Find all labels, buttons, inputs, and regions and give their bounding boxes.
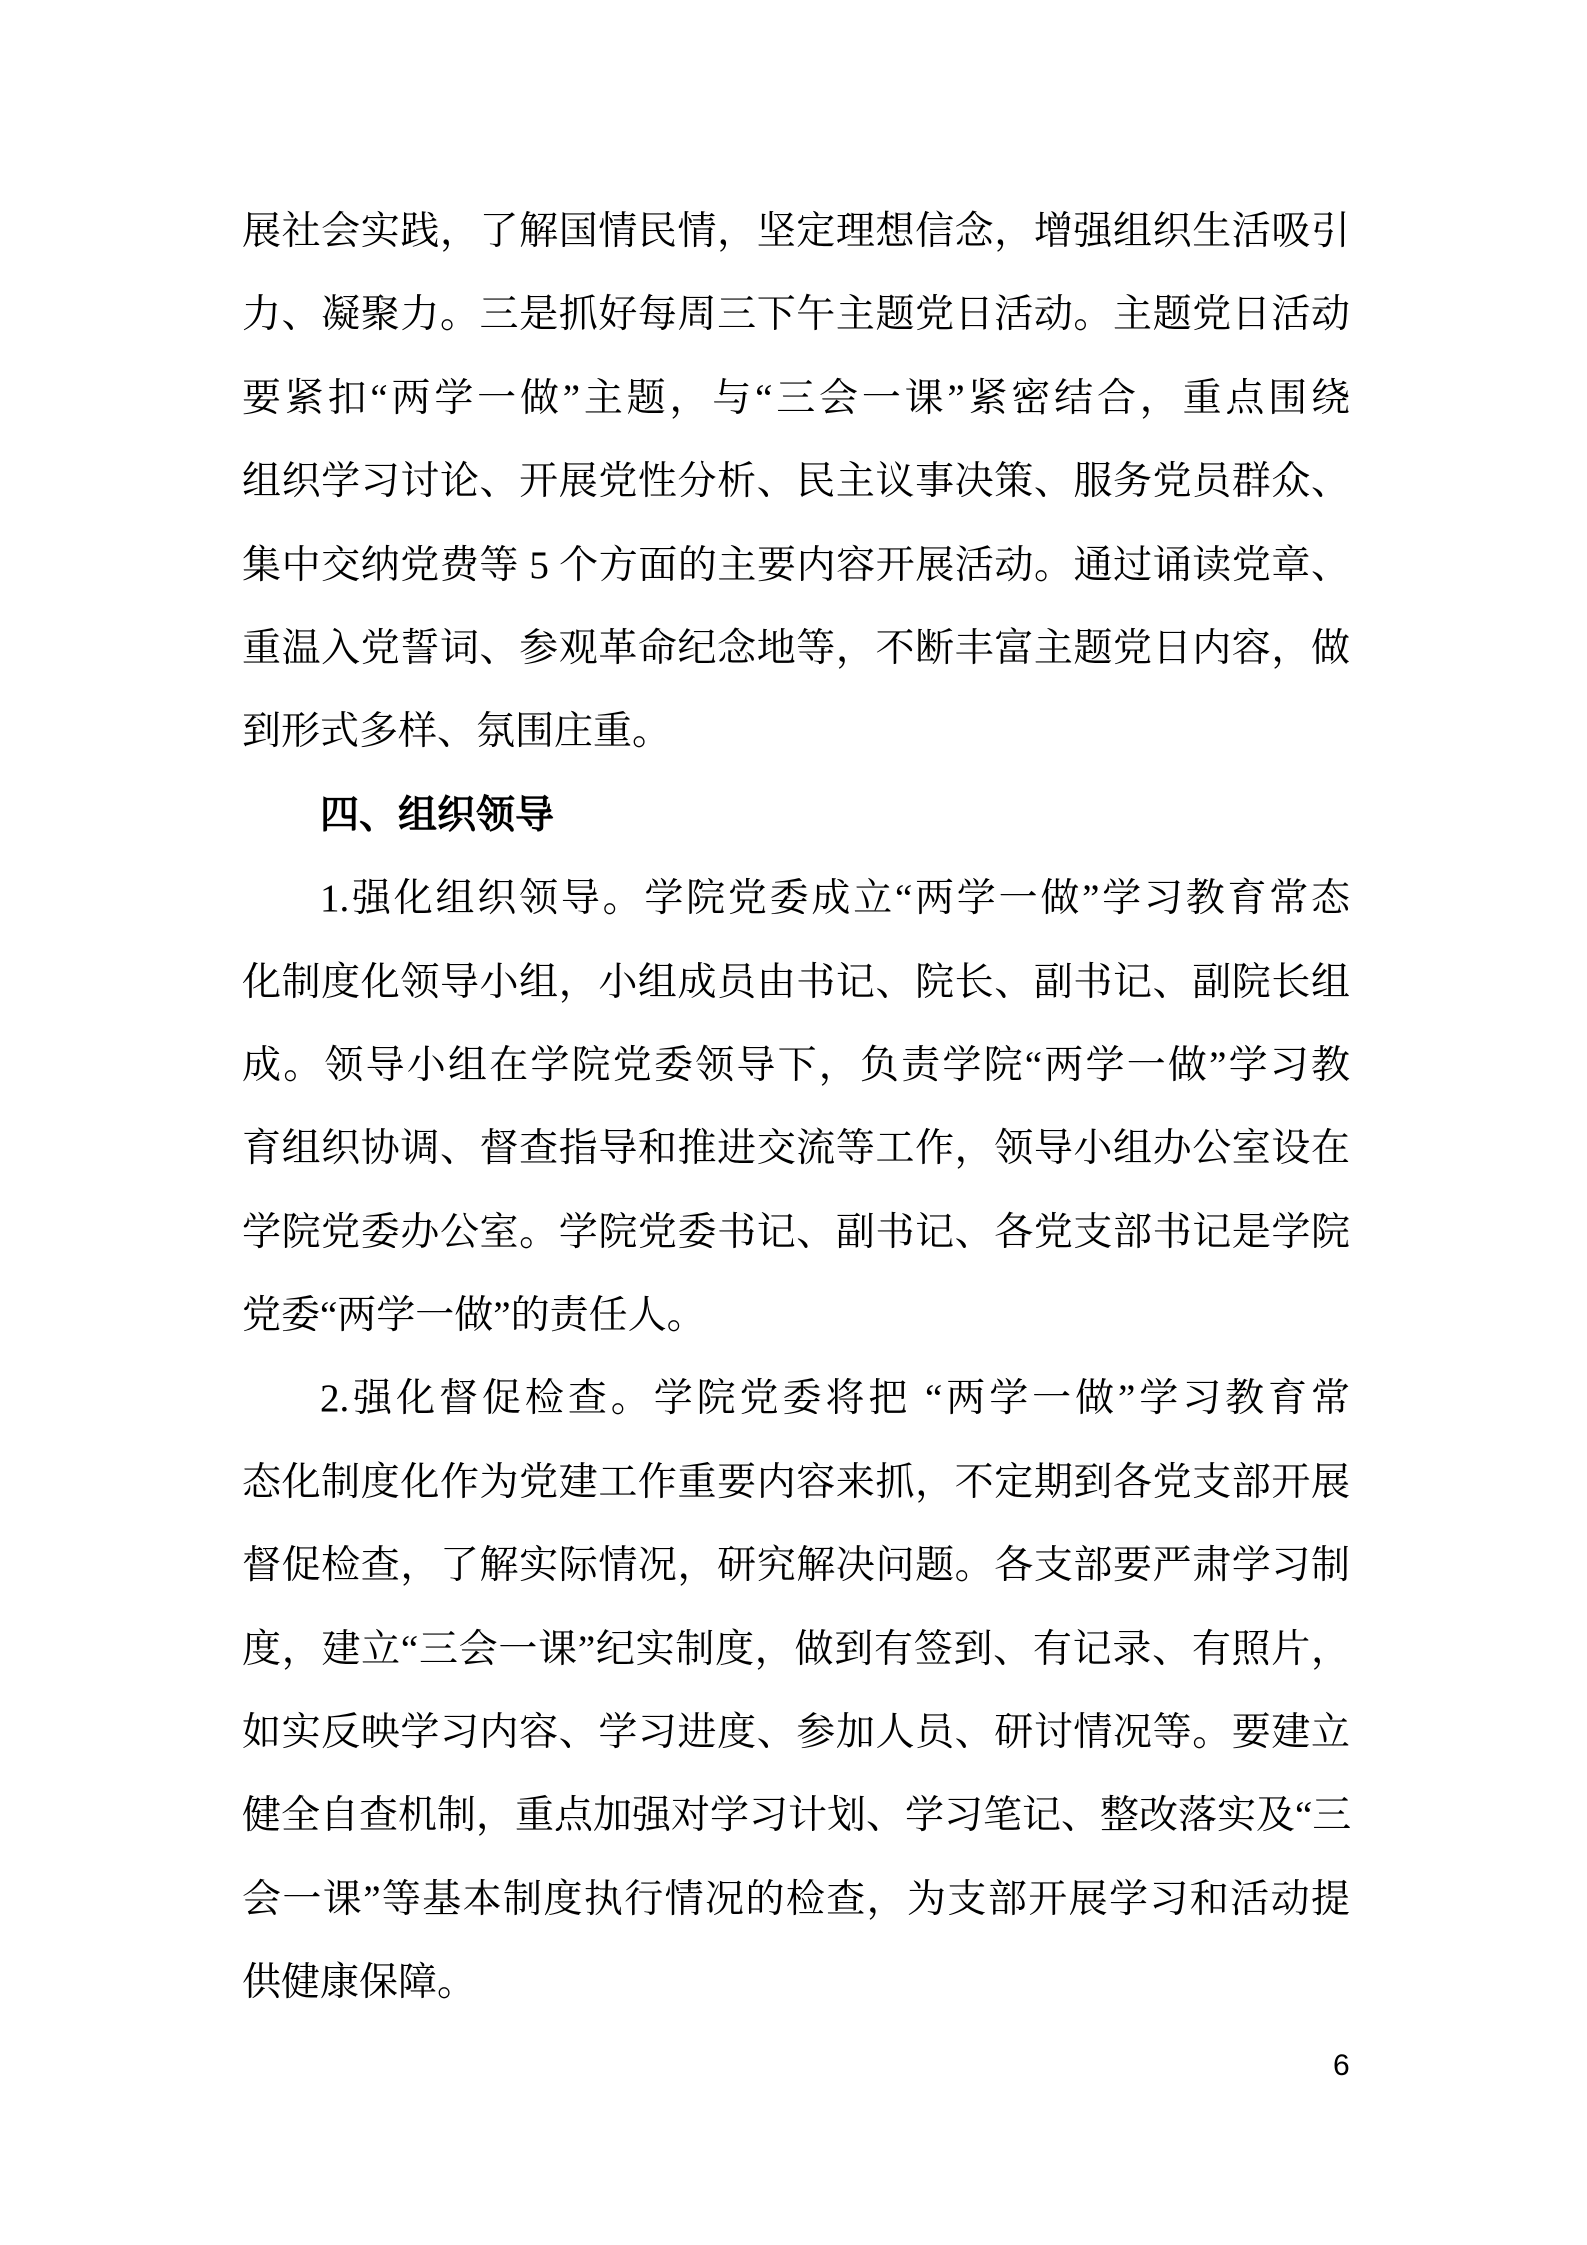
text-line: 健全自查机制，重点加强对学习计划、学习笔记、整改落实及“三 [242,1794,1352,1838]
text-line: 如实反映学习内容、学习进度、参加人员、研讨情况等。要建立 [242,1711,1350,1755]
text-line: 要紧扣“两学一做”主题，与“三会一课”紧密结合，重点围绕 [242,376,1350,420]
text-line: 态化制度化作为党建工作重要内容来抓，不定期到各党支部开展 [242,1460,1350,1504]
text-line: 力、凝聚力。三是抓好每周三下午主题党日活动。主题党日活动 [242,293,1350,337]
text-line: 会一课”等基本制度执行情况的检查，为支部开展学习和活动提 [242,1877,1350,1921]
text-line: 集中交纳党费等 5 个方面的主要内容开展活动。通过诵读党章、 [242,543,1350,587]
text-line: 督促检查，了解实际情况，研究解决问题。各支部要严肃学习制 [242,1544,1350,1588]
text-line: 组织学习讨论、开展党性分析、民主议事决策、服务党员群众、 [242,460,1350,504]
section-heading: 四、组织领导 [320,793,555,837]
text-line: 成。领导小组在学院党委领导下，负责学院“两学一做”学习教 [242,1043,1350,1087]
text-line: 重温入党誓词、参观革命纪念地等，不断丰富主题党日内容，做 [242,626,1350,670]
text-line: 到形式多样、氛围庄重。 [242,710,672,754]
text-line: 党委“两学一做”的责任人。 [242,1294,706,1338]
page-number: 6 [1333,2049,1350,2082]
text-line: 供健康保障。 [242,1961,477,2005]
text-line: 育组织协调、督查指导和推进交流等工作，领导小组办公室设在 [242,1127,1350,1171]
text-line: 化制度化领导小组，小组成员由书记、院长、副书记、副院长组 [242,960,1350,1004]
text-line: 度，建立“三会一课”纪实制度，做到有签到、有记录、有照片， [242,1627,1350,1671]
text-line: 2.强化督促检查。学院党委将把 “两学一做”学习教育常 [320,1377,1350,1421]
text-line: 学院党委办公室。学院党委书记、副书记、各党支部书记是学院 [242,1210,1350,1254]
text-block [242,190,1350,2025]
text-line: 展社会实践，了解国情民情，坚定理想信念，增强组织生活吸引 [242,210,1350,253]
text-line: 1.强化组织领导。学院党委成立“两学一做”学习教育常态 [320,877,1350,921]
